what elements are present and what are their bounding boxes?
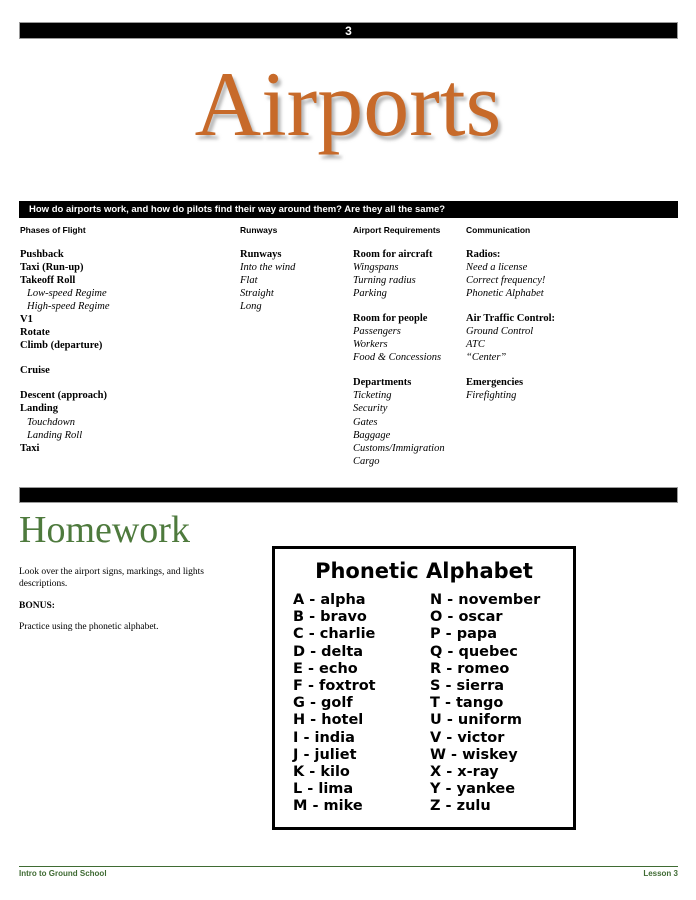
outline-entry: Departments: [353, 377, 412, 389]
outline-entry: V1: [20, 313, 33, 325]
outline-entry: Touchdown: [27, 416, 76, 428]
outline-entry: Taxi (Run-up): [20, 261, 84, 273]
phonetic-alphabet-item: S - sierra: [430, 678, 505, 695]
phonetic-alphabet-item: B - bravo: [293, 609, 367, 626]
phonetic-alphabet-item: A - alpha: [293, 592, 366, 608]
homework-spacer: [19, 612, 234, 621]
phonetic-alphabet-item: Y - yankee: [430, 781, 516, 798]
phonetic-alphabet-box: [272, 546, 576, 830]
homework-line: BONUS:: [19, 600, 55, 611]
outline-entry: Flat: [240, 274, 258, 286]
homework-heading: Homework: [19, 509, 190, 551]
phonetic-alphabet-item: F - foxtrot: [293, 678, 376, 695]
outline-entry: Firefighting: [466, 390, 517, 402]
outline-entry: Correct frequency!: [466, 274, 546, 286]
outline-column-airport-requirements: [353, 226, 463, 468]
phonetic-alphabet-item: D - delta: [293, 643, 364, 660]
outline-group: [20, 389, 235, 454]
lesson-question-bar: [19, 201, 678, 218]
outline-entry: Straight: [240, 287, 274, 299]
phonetic-alphabet-item: R - romeo: [430, 660, 510, 677]
outline-entry: Long: [240, 300, 262, 312]
outline-entry: Customs/Immigration: [353, 442, 445, 454]
outline-entry: Cruise: [20, 365, 50, 377]
outline-group: [466, 312, 676, 364]
phonetic-alphabet-left-column: [293, 592, 430, 816]
outline-entry: Workers: [353, 339, 388, 351]
outline-entry: Runways: [240, 248, 282, 260]
phonetic-alphabet-item: U - uniform: [430, 712, 523, 729]
outline-entry: Cargo: [353, 455, 380, 467]
phonetic-alphabet-item: T - tango: [430, 695, 504, 712]
phonetic-alphabet-item: W - wiskey: [430, 746, 518, 763]
outline-entry: Taxi: [20, 442, 40, 454]
phonetic-alphabet-item: O - oscar: [430, 609, 503, 626]
outline-entry: Takeoff Roll: [20, 274, 76, 286]
outline-group: [20, 364, 235, 377]
phonetic-alphabet-item: I - india: [293, 729, 355, 746]
phonetic-alphabet-item: L - lima: [293, 781, 354, 798]
phonetic-alphabet-item: E - echo: [293, 660, 358, 677]
outline-entry: Into the wind: [240, 261, 296, 273]
phonetic-alphabet-item: M - mike: [293, 798, 363, 815]
phonetic-alphabet-item: C - charlie: [293, 626, 376, 643]
outline-entry: ATC: [466, 339, 485, 351]
outline-column-header: Airport Requirements: [353, 225, 441, 235]
outline-entry: Baggage: [353, 429, 391, 441]
outline-entry: Low-speed Regime: [27, 287, 107, 299]
outline-entry: Room for people: [353, 312, 428, 324]
outline-entry: Descent (approach): [20, 390, 108, 402]
outline-entry: Air Traffic Control:: [466, 312, 556, 324]
outline-entry: Wingspans: [353, 261, 399, 273]
phonetic-alphabet-item: G - golf: [293, 695, 353, 712]
homework-line: Look over the airport signs, markings, and lights: [19, 567, 204, 577]
outline-entry: Security: [353, 403, 388, 415]
outline-group: [353, 248, 463, 300]
phonetic-alphabet-item: X - x-ray: [430, 764, 499, 781]
outline-entry: Ticketing: [353, 390, 392, 402]
phonetic-alphabet-title: Phonetic Alphabet: [315, 559, 533, 583]
outline-column-header: Phases of Flight: [20, 225, 86, 235]
chapter-number: 3: [345, 23, 352, 38]
outline-entry: Landing: [20, 403, 58, 415]
phonetic-alphabet-item: P - papa: [430, 626, 498, 643]
outline-group: [353, 376, 463, 468]
phonetic-alphabet-columns: [275, 592, 573, 816]
homework-body: [19, 566, 234, 634]
phonetic-alphabet-item: H - hotel: [293, 712, 364, 729]
outline-column-header: Communication: [466, 225, 531, 235]
outline-entry: “Center”: [466, 352, 507, 364]
outline-group: [466, 248, 676, 300]
outline-group: [353, 312, 463, 364]
outline-entry: Landing Roll: [27, 429, 83, 441]
footer-lesson-label: Lesson 3: [643, 869, 678, 878]
outline-entry: Pushback: [20, 248, 64, 260]
phonetic-alphabet-item: J - juliet: [293, 746, 357, 763]
outline-column-runways: [240, 226, 350, 313]
page-title: Airports: [194, 53, 502, 155]
footer-rule: [19, 866, 678, 867]
outline-entry: Need a license: [466, 261, 528, 273]
outline-column-header: Runways: [240, 225, 278, 235]
footer-course-title: Intro to Ground School: [19, 869, 107, 878]
outline-entry: High-speed Regime: [27, 300, 110, 312]
outline-entry: Room for aircraft: [353, 248, 433, 260]
homework-line: Practice using the phonetic alphabet.: [19, 622, 159, 633]
phonetic-alphabet-item: K - kilo: [293, 764, 350, 781]
outline-entry: Gates: [353, 416, 378, 428]
outline-entry: Phonetic Alphabet: [466, 287, 544, 299]
phonetic-alphabet-item: V - victor: [430, 729, 505, 746]
chapter-number-bar: [19, 22, 678, 39]
outline-entry: Ground Control: [466, 325, 534, 337]
outline-entry: Emergencies: [466, 377, 524, 389]
outline-column-phases-of-flight: [20, 226, 235, 455]
outline-entry: Food & Concessions: [353, 352, 442, 364]
outline-entry: Passengers: [353, 325, 401, 337]
phonetic-alphabet-item: Q - quebec: [430, 643, 518, 660]
outline-group: [20, 248, 235, 353]
outline-entry: Turning radius: [353, 274, 416, 286]
outline-entry: Rotate: [20, 327, 50, 339]
outline-columns: [0, 226, 696, 484]
outline-group: [466, 376, 676, 402]
outline-entry: Climb (departure): [20, 340, 103, 352]
phonetic-alphabet-right-column: [430, 592, 567, 816]
homework-spacer: [19, 591, 234, 600]
outline-entry: Radios:: [466, 248, 501, 260]
footer: [19, 870, 678, 878]
outline-group: [240, 248, 350, 313]
outline-entry: Parking: [353, 287, 387, 299]
section-divider-bar: [19, 487, 678, 503]
phonetic-alphabet-item: N - november: [430, 592, 541, 608]
phonetic-alphabet-item: Z - zulu: [430, 798, 491, 815]
homework-line: descriptions.: [19, 579, 68, 590]
outline-column-communication: [466, 226, 676, 402]
lesson-question-text: How do airports work, and how do pilots find their way around them? Are they all the same?: [29, 203, 446, 215]
